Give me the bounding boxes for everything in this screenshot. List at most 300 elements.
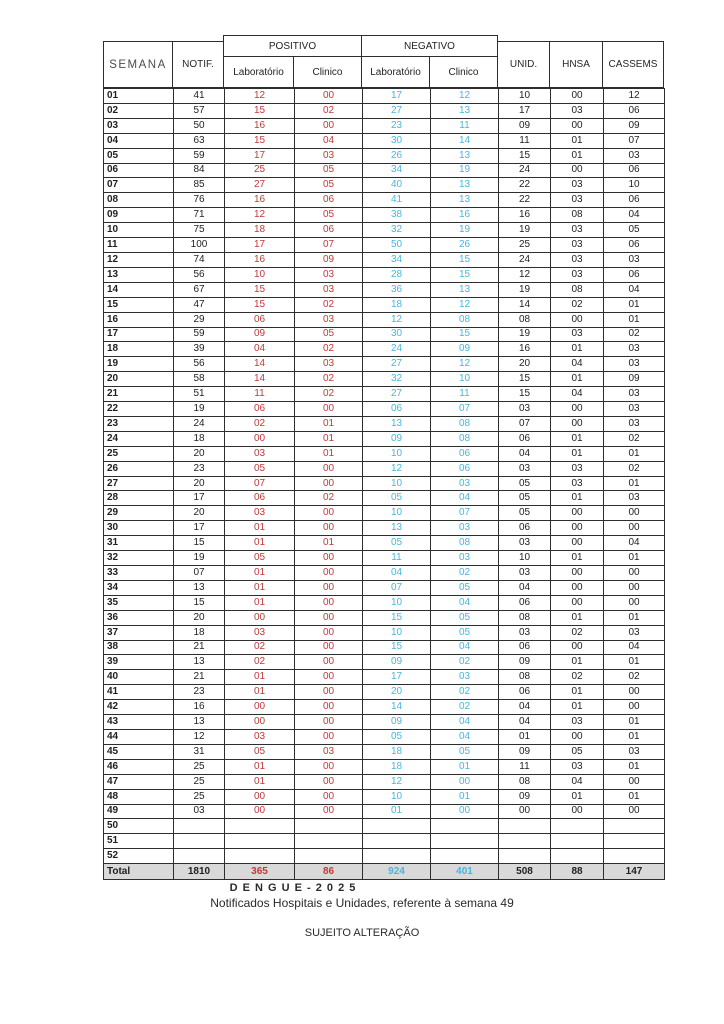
value-cell: 18 — [363, 759, 431, 774]
value-cell: 03 — [295, 312, 363, 327]
value-cell: 01 — [604, 655, 665, 670]
value-cell: 16 — [499, 208, 551, 223]
value-cell: 13 — [431, 148, 499, 163]
value-cell: 01 — [295, 416, 363, 431]
value-cell: 01 — [431, 759, 499, 774]
value-cell: 03 — [431, 476, 499, 491]
value-cell: 15 — [174, 536, 225, 551]
value-cell: 01 — [225, 670, 295, 685]
value-cell: 02 — [551, 625, 604, 640]
value-cell: 00 — [295, 476, 363, 491]
value-cell: 09 — [499, 744, 551, 759]
table-row — [104, 297, 665, 312]
value-cell: 05 — [295, 208, 363, 223]
value-cell: 00 — [551, 804, 604, 819]
table-row — [104, 849, 665, 864]
value-cell: 15 — [363, 640, 431, 655]
value-cell: 20 — [363, 685, 431, 700]
value-cell: 19 — [174, 551, 225, 566]
value-cell: 06 — [499, 685, 551, 700]
value-cell: 11 — [431, 118, 499, 133]
value-cell: 02 — [295, 297, 363, 312]
value-cell: 14 — [363, 700, 431, 715]
value-cell: 00 — [225, 789, 295, 804]
value-cell: 03 — [431, 670, 499, 685]
week-cell: 03 — [104, 118, 174, 133]
value-cell — [551, 849, 604, 864]
table-row — [104, 103, 665, 118]
value-cell: 20 — [174, 506, 225, 521]
value-cell: 15 — [225, 282, 295, 297]
value-cell: 26 — [431, 238, 499, 253]
value-cell: 27 — [225, 178, 295, 193]
value-cell: 03 — [551, 252, 604, 267]
value-cell: 39 — [174, 342, 225, 357]
value-cell: 01 — [295, 446, 363, 461]
value-cell: 00 — [225, 804, 295, 819]
value-cell: 75 — [174, 223, 225, 238]
week-cell: 20 — [104, 372, 174, 387]
value-cell — [295, 834, 363, 849]
value-cell: 47 — [174, 297, 225, 312]
value-cell: 00 — [604, 521, 665, 536]
value-cell: 01 — [604, 715, 665, 730]
value-cell: 12 — [363, 774, 431, 789]
value-cell: 03 — [604, 416, 665, 431]
value-cell: 25 — [499, 238, 551, 253]
value-cell: 74 — [174, 252, 225, 267]
value-cell: 00 — [604, 804, 665, 819]
table-row — [104, 282, 665, 297]
value-cell: 05 — [604, 223, 665, 238]
value-cell — [225, 819, 295, 834]
table-row — [104, 193, 665, 208]
value-cell: 28 — [363, 267, 431, 282]
week-cell: 31 — [104, 536, 174, 551]
value-cell: 06 — [604, 103, 665, 118]
value-cell: 41 — [363, 193, 431, 208]
value-cell: 07 — [499, 416, 551, 431]
value-cell — [295, 849, 363, 864]
value-cell: 09 — [363, 715, 431, 730]
value-cell: 25 — [174, 774, 225, 789]
value-cell: 147 — [604, 864, 665, 880]
table-row — [104, 551, 665, 566]
week-cell: 34 — [104, 580, 174, 595]
value-cell: 19 — [431, 223, 499, 238]
value-cell: 22 — [499, 178, 551, 193]
value-cell: 14 — [431, 133, 499, 148]
value-cell: 11 — [499, 133, 551, 148]
value-cell: 03 — [225, 506, 295, 521]
value-cell: 03 — [551, 223, 604, 238]
value-cell: 01 — [604, 312, 665, 327]
value-cell: 17 — [225, 148, 295, 163]
value-cell: 04 — [551, 387, 604, 402]
value-cell: 01 — [225, 595, 295, 610]
value-cell: 01 — [604, 446, 665, 461]
value-cell: 00 — [295, 580, 363, 595]
value-cell: 06 — [604, 238, 665, 253]
value-cell: 06 — [431, 461, 499, 476]
value-cell: 03 — [604, 148, 665, 163]
value-cell: 924 — [363, 864, 431, 880]
week-cell: 18 — [104, 342, 174, 357]
value-cell: 18 — [363, 297, 431, 312]
value-cell: 05 — [295, 163, 363, 178]
value-cell: 09 — [225, 327, 295, 342]
value-cell: 27 — [363, 103, 431, 118]
week-cell: 33 — [104, 566, 174, 581]
value-cell: 00 — [295, 715, 363, 730]
value-cell: 00 — [604, 506, 665, 521]
week-cell: 46 — [104, 759, 174, 774]
value-cell: 08 — [499, 670, 551, 685]
table-header — [103, 35, 664, 88]
report-subtitle: Notificados Hospitais e Unidades, referente à semana 49 — [210, 896, 514, 910]
value-cell: 00 — [551, 416, 604, 431]
value-cell: 08 — [431, 312, 499, 327]
value-cell: 01 — [604, 729, 665, 744]
value-cell: 03 — [295, 148, 363, 163]
value-cell: 03 — [551, 327, 604, 342]
table-row — [104, 357, 665, 372]
value-cell: 00 — [225, 715, 295, 730]
value-cell: 07 — [363, 580, 431, 595]
value-cell: 02 — [431, 655, 499, 670]
table-row — [104, 700, 665, 715]
value-cell: 18 — [225, 223, 295, 238]
value-cell: 00 — [604, 700, 665, 715]
table-row — [104, 461, 665, 476]
value-cell: 03 — [225, 625, 295, 640]
value-cell: 00 — [295, 685, 363, 700]
value-cell: 04 — [604, 208, 665, 223]
value-cell: 00 — [295, 89, 363, 104]
value-cell: 16 — [499, 342, 551, 357]
week-cell: 07 — [104, 178, 174, 193]
value-cell: 01 — [551, 148, 604, 163]
value-cell: 00 — [295, 774, 363, 789]
table-row — [104, 536, 665, 551]
value-cell: 16 — [225, 193, 295, 208]
value-cell: 00 — [551, 521, 604, 536]
value-cell: 07 — [295, 238, 363, 253]
value-cell: 00 — [551, 566, 604, 581]
value-cell: 401 — [431, 864, 499, 880]
value-cell: 85 — [174, 178, 225, 193]
value-cell: 01 — [604, 476, 665, 491]
table-row — [104, 148, 665, 163]
table-row — [104, 640, 665, 655]
value-cell: 17 — [225, 238, 295, 253]
value-cell — [431, 849, 499, 864]
value-cell: 03 — [551, 476, 604, 491]
value-cell: 00 — [295, 402, 363, 417]
value-cell: 02 — [604, 461, 665, 476]
value-cell: 10 — [225, 267, 295, 282]
value-cell: 20 — [174, 610, 225, 625]
value-cell: 01 — [551, 342, 604, 357]
value-cell: 07 — [225, 476, 295, 491]
value-cell: 07 — [431, 402, 499, 417]
value-cell: 03 — [604, 491, 665, 506]
value-cell: 67 — [174, 282, 225, 297]
value-cell: 05 — [295, 178, 363, 193]
value-cell: 03 — [295, 744, 363, 759]
header-group-negativo — [361, 35, 498, 88]
week-cell: 02 — [104, 103, 174, 118]
week-cell: 10 — [104, 223, 174, 238]
value-cell — [499, 834, 551, 849]
value-cell: 00 — [551, 402, 604, 417]
value-cell: 01 — [604, 759, 665, 774]
value-cell — [499, 849, 551, 864]
value-cell: 08 — [431, 416, 499, 431]
value-cell: 14 — [499, 297, 551, 312]
value-cell: 12 — [431, 89, 499, 104]
table-row — [104, 744, 665, 759]
value-cell: 06 — [225, 402, 295, 417]
table-row — [104, 521, 665, 536]
week-cell: 05 — [104, 148, 174, 163]
value-cell — [604, 834, 665, 849]
value-cell — [174, 819, 225, 834]
value-cell: 01 — [604, 297, 665, 312]
table-row — [104, 759, 665, 774]
value-cell: 01 — [225, 536, 295, 551]
value-cell: 06 — [499, 640, 551, 655]
value-cell: 10 — [363, 506, 431, 521]
value-cell: 24 — [499, 163, 551, 178]
value-cell: 00 — [295, 118, 363, 133]
value-cell: 03 — [551, 715, 604, 730]
value-cell: 06 — [604, 267, 665, 282]
value-cell — [174, 834, 225, 849]
week-cell: 08 — [104, 193, 174, 208]
week-cell: 28 — [104, 491, 174, 506]
value-cell: 07 — [604, 133, 665, 148]
value-cell — [551, 834, 604, 849]
value-cell: 16 — [431, 208, 499, 223]
value-cell: 00 — [551, 163, 604, 178]
table-row — [104, 118, 665, 133]
week-cell: 45 — [104, 744, 174, 759]
value-cell: 27 — [363, 387, 431, 402]
value-cell: 01 — [551, 655, 604, 670]
value-cell: 08 — [431, 536, 499, 551]
value-cell: 59 — [174, 327, 225, 342]
header-group-positivo — [223, 35, 362, 88]
value-cell: 08 — [431, 431, 499, 446]
header-cassems: CASSEMS — [602, 41, 664, 88]
value-cell: 00 — [551, 312, 604, 327]
value-cell: 00 — [431, 774, 499, 789]
table-row — [104, 476, 665, 491]
value-cell: 00 — [295, 789, 363, 804]
value-cell: 01 — [604, 610, 665, 625]
value-cell: 00 — [295, 595, 363, 610]
value-cell: 12 — [431, 357, 499, 372]
report-title: D E N G U E - 2 0 2 5 — [229, 882, 357, 894]
value-cell: 04 — [604, 640, 665, 655]
table-row — [104, 774, 665, 789]
value-cell: 06 — [499, 431, 551, 446]
table-row — [104, 625, 665, 640]
value-cell: 05 — [363, 729, 431, 744]
week-cell: 24 — [104, 431, 174, 446]
value-cell: 03 — [604, 252, 665, 267]
week-cell: 16 — [104, 312, 174, 327]
table-row — [104, 506, 665, 521]
value-cell: 00 — [551, 729, 604, 744]
value-cell: 01 — [551, 372, 604, 387]
value-cell: 04 — [604, 536, 665, 551]
week-cell: 13 — [104, 267, 174, 282]
value-cell: 05 — [431, 580, 499, 595]
value-cell: 05 — [499, 506, 551, 521]
value-cell: 00 — [225, 431, 295, 446]
value-cell: 88 — [551, 864, 604, 880]
value-cell: 05 — [225, 551, 295, 566]
value-cell: 10 — [363, 789, 431, 804]
value-cell: 00 — [295, 729, 363, 744]
value-cell: 02 — [225, 416, 295, 431]
value-cell: 04 — [499, 580, 551, 595]
value-cell: 03 — [604, 402, 665, 417]
table-row — [104, 89, 665, 104]
value-cell: 06 — [225, 312, 295, 327]
value-cell: 00 — [551, 580, 604, 595]
value-cell: 18 — [363, 744, 431, 759]
value-cell: 01 — [363, 804, 431, 819]
value-cell: 15 — [499, 372, 551, 387]
value-cell: 13 — [363, 521, 431, 536]
value-cell — [363, 819, 431, 834]
value-cell: 26 — [363, 148, 431, 163]
value-cell: 05 — [225, 461, 295, 476]
value-cell: 30 — [363, 327, 431, 342]
value-cell: 17 — [363, 89, 431, 104]
value-cell: 17 — [174, 521, 225, 536]
value-cell: 01 — [225, 580, 295, 595]
value-cell: 27 — [363, 357, 431, 372]
week-cell: 43 — [104, 715, 174, 730]
value-cell: 15 — [225, 297, 295, 312]
value-cell: 05 — [295, 327, 363, 342]
value-cell: 00 — [295, 521, 363, 536]
value-cell: 06 — [431, 446, 499, 461]
value-cell: 56 — [174, 267, 225, 282]
value-cell: 15 — [431, 327, 499, 342]
value-cell: 12 — [363, 461, 431, 476]
value-cell: 03 — [295, 267, 363, 282]
value-cell: 06 — [604, 193, 665, 208]
value-cell: 00 — [604, 595, 665, 610]
value-cell: 12 — [431, 297, 499, 312]
week-cell: 27 — [104, 476, 174, 491]
value-cell: 05 — [225, 744, 295, 759]
value-cell: 13 — [363, 416, 431, 431]
total-label-cell: Total — [104, 864, 174, 880]
week-cell: 38 — [104, 640, 174, 655]
value-cell: 04 — [499, 446, 551, 461]
table-body — [104, 89, 665, 880]
value-cell: 09 — [295, 252, 363, 267]
table-row — [104, 431, 665, 446]
value-cell: 23 — [363, 118, 431, 133]
value-cell: 10 — [499, 551, 551, 566]
table-row — [104, 223, 665, 238]
value-cell: 13 — [431, 103, 499, 118]
value-cell — [431, 819, 499, 834]
value-cell: 02 — [225, 655, 295, 670]
value-cell: 01 — [225, 566, 295, 581]
value-cell: 32 — [363, 223, 431, 238]
week-cell: 11 — [104, 238, 174, 253]
value-cell: 05 — [499, 491, 551, 506]
week-cell: 14 — [104, 282, 174, 297]
week-cell: 51 — [104, 834, 174, 849]
table-row — [104, 804, 665, 819]
value-cell: 18 — [174, 625, 225, 640]
value-cell: 09 — [604, 118, 665, 133]
value-cell: 04 — [295, 133, 363, 148]
value-cell: 09 — [499, 655, 551, 670]
value-cell: 00 — [604, 580, 665, 595]
week-cell: 26 — [104, 461, 174, 476]
table-row — [104, 491, 665, 506]
header-hnsa: HNSA — [549, 41, 603, 88]
table-row — [104, 819, 665, 834]
value-cell: 24 — [363, 342, 431, 357]
week-cell: 39 — [104, 655, 174, 670]
value-cell: 09 — [499, 118, 551, 133]
value-cell: 01 — [604, 789, 665, 804]
value-cell: 03 — [551, 103, 604, 118]
value-cell: 17 — [499, 103, 551, 118]
value-cell: 00 — [295, 670, 363, 685]
table-row — [104, 670, 665, 685]
table-row — [104, 789, 665, 804]
value-cell: 10 — [363, 595, 431, 610]
value-cell: 02 — [604, 670, 665, 685]
dengue-weekly-table — [103, 88, 665, 880]
value-cell: 02 — [295, 491, 363, 506]
value-cell: 01 — [551, 133, 604, 148]
value-cell: 02 — [551, 297, 604, 312]
value-cell: 05 — [431, 610, 499, 625]
header-semana: SEMANA — [103, 41, 173, 88]
value-cell: 02 — [295, 103, 363, 118]
value-cell: 01 — [295, 431, 363, 446]
value-cell: 03 — [225, 729, 295, 744]
value-cell: 03 — [604, 625, 665, 640]
value-cell: 00 — [295, 506, 363, 521]
value-cell: 31 — [174, 744, 225, 759]
value-cell: 05 — [551, 744, 604, 759]
value-cell: 00 — [604, 774, 665, 789]
value-cell: 50 — [363, 238, 431, 253]
value-cell: 01 — [551, 446, 604, 461]
value-cell: 03 — [551, 178, 604, 193]
value-cell: 59 — [174, 148, 225, 163]
value-cell: 00 — [551, 89, 604, 104]
value-cell: 03 — [499, 625, 551, 640]
value-cell: 03 — [551, 267, 604, 282]
value-cell: 508 — [499, 864, 551, 880]
table-row — [104, 267, 665, 282]
